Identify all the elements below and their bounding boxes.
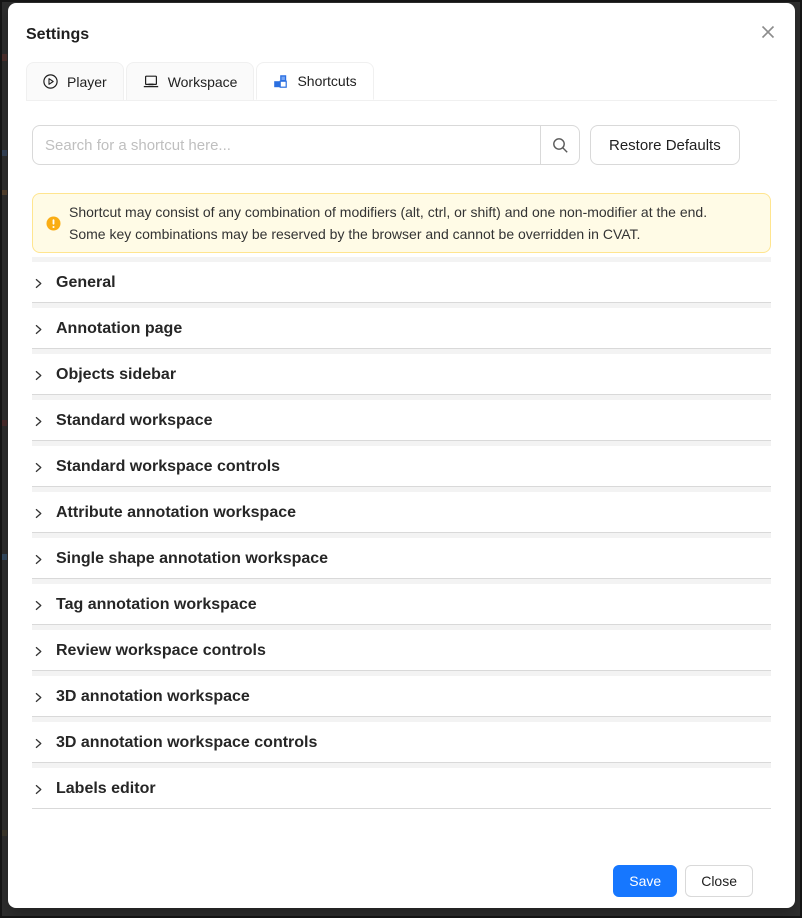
modal-header [8,3,795,62]
chevron-right-icon [33,600,44,611]
shortcut-section-header[interactable] [32,349,771,395]
close-button[interactable]: Close [685,865,753,897]
section-title: Labels editor [56,780,156,797]
chevron-right-icon [33,462,44,473]
tab-label: Shortcuts [297,73,357,89]
chevron-right-icon [33,508,44,519]
search-icon [552,137,569,154]
chevron-right-icon [33,370,44,381]
laptop-icon [143,74,159,89]
shortcut-section-header[interactable] [32,671,771,717]
settings-modal [8,3,795,908]
tab-label: Workspace [167,73,238,90]
alert-text [69,201,707,245]
search-row [32,125,771,165]
chevron-right-icon [33,692,44,703]
shortcut-section-header[interactable] [32,303,771,349]
build-blocks-icon [273,74,288,89]
tab-label: Player [67,73,107,90]
shortcut-section-header[interactable] [32,441,771,487]
tab-workspace[interactable] [126,62,255,100]
play-circle-icon [43,74,58,89]
shortcut-section-header[interactable] [32,487,771,533]
modal-title: Settings [26,26,90,43]
section-title: Standard workspace controls [56,458,281,475]
save-button[interactable]: Save [613,865,677,897]
chevron-right-icon [33,554,44,565]
shortcut-section-header[interactable] [32,625,771,671]
chevron-right-icon [33,784,44,795]
alert-line: Some key combinations may be reserved by the browser and cannot be overridden in CVAT. [69,226,641,242]
section-title: Attribute annotation workspace [56,504,297,521]
restore-defaults-button[interactable]: Restore Defaults [590,125,740,165]
shortcut-section-header[interactable] [32,257,771,303]
chevron-right-icon [33,278,44,289]
shortcut-section-header[interactable] [32,579,771,625]
close-icon [760,24,776,40]
alert-line: Shortcut may consist of any combination of modifiers (alt, ctrl, or shift) and one non-modifier at the end. [69,204,708,220]
section-title: Annotation page [56,320,183,337]
section-title: Review workspace controls [56,642,266,659]
shortcuts-tab-content [8,101,795,908]
close-modal-button[interactable] [755,19,781,45]
shortcut-search-group [32,125,580,165]
chevron-right-icon [33,646,44,657]
shortcut-section-header[interactable] [32,395,771,441]
section-title: Objects sidebar [56,366,177,383]
settings-tabs [26,62,777,101]
shortcut-section-header[interactable] [32,763,771,809]
warning-circle-icon [46,216,61,231]
shortcut-search-input[interactable] [33,126,540,164]
search-button[interactable] [540,126,579,164]
chevron-right-icon [33,416,44,427]
shortcut-info-alert [32,193,771,253]
section-title: Single shape annotation workspace [56,550,329,567]
section-title: General [56,274,116,291]
shortcut-section-header[interactable] [32,533,771,579]
chevron-right-icon [33,324,44,335]
section-title: Standard workspace [56,412,213,429]
chevron-right-icon [33,738,44,749]
tab-shortcuts[interactable] [256,62,373,100]
section-title: 3D annotation workspace [56,688,250,705]
modal-footer [32,865,771,908]
section-title: 3D annotation workspace controls [56,734,318,751]
shortcut-section-header[interactable] [32,717,771,763]
section-title: Tag annotation workspace [56,596,257,613]
shortcut-sections [32,257,771,809]
tab-player[interactable] [26,62,124,100]
